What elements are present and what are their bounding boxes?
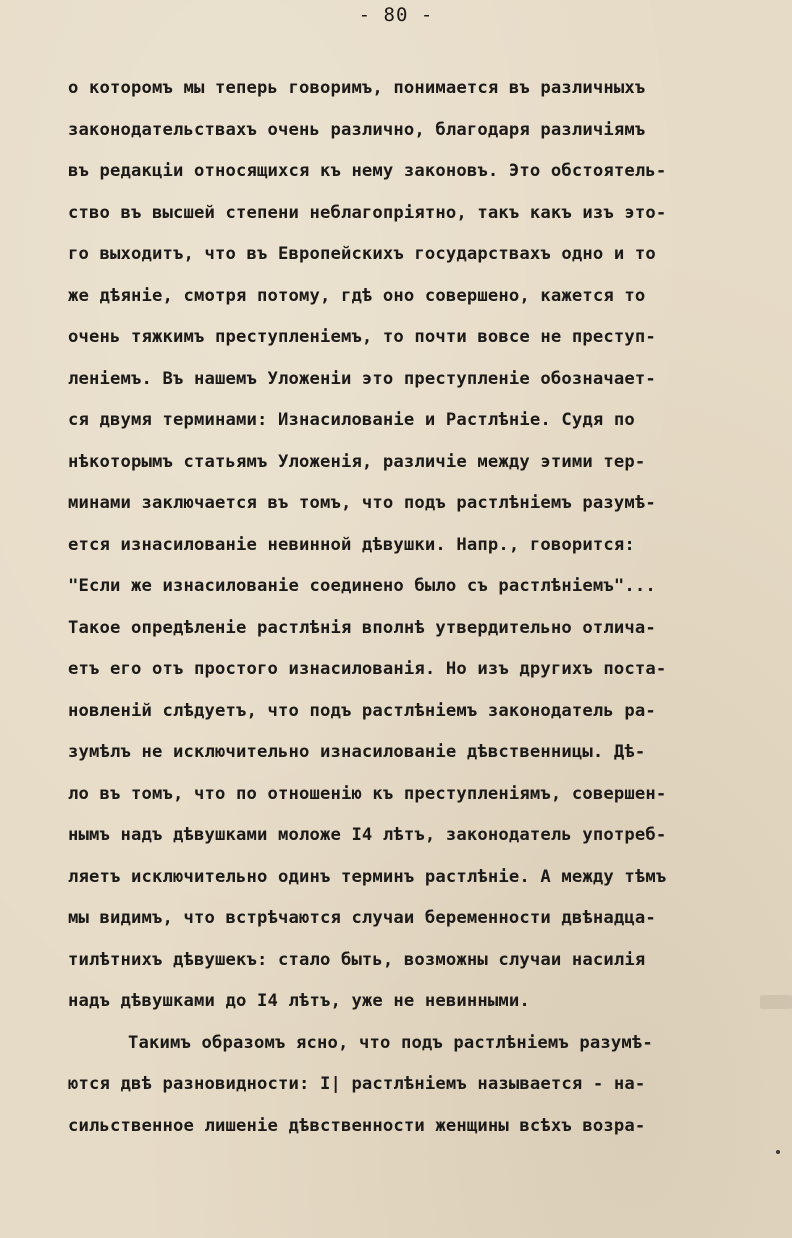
- text-line: "Если же изнасилованiе соединено было съ растлѣнiемъ"...: [68, 576, 656, 596]
- text-line: же дѣянiе, смотря потому, гдѣ оно совершено, кажется то: [68, 285, 646, 306]
- text-line: етъ его отъ простого изнасилованiя. Но изъ другихъ поста-: [68, 659, 667, 679]
- text-line: зумѣлъ не исключительно изнасилованiе дѣвственницы. Дѣ-: [68, 742, 646, 762]
- text-line: ленiемъ. Въ нашемъ Уложенiи это преступленiе обозначает-: [68, 368, 656, 389]
- text-line: минами заключается въ томъ, что подъ растлѣнiемъ разумѣ-: [68, 493, 656, 513]
- text-line: надъ дѣвушками до I4 лѣтъ, уже не невинными.: [68, 991, 530, 1011]
- text-line: нымъ надъ дѣвушками моложе I4 лѣтъ, законодатель употреб-: [68, 825, 667, 845]
- text-line: ются двѣ разновидности: I| растлѣнiемъ называется - на-: [68, 1074, 646, 1094]
- page-number: - 80 -: [358, 4, 434, 26]
- text-line: новленiй слѣдуетъ, что подъ растлѣнiемъ законодатель ра-: [68, 700, 656, 721]
- text-line: го выходитъ, что въ Европейскихъ государствахъ одно и то: [68, 244, 656, 264]
- body-text: [68, 68, 768, 1147]
- text-line: ло въ томъ, что по отношенiю къ преступленiямъ, совершен-: [68, 783, 667, 804]
- paragraph-start-line: Такимъ образомъ ясно, что подъ растлѣнiемъ разумѣ-: [128, 1032, 653, 1053]
- text-line: ется изнасилованiе невинной дѣвушки. Напр., говорится:: [68, 534, 635, 555]
- ink-dot: [776, 1150, 780, 1154]
- text-line: сильственное лишенiе дѣвственности женщины всѣхъ возра-: [68, 1115, 646, 1136]
- text-line: мы видимъ, что встрѣчаются случаи беременности двѣнадца-: [68, 908, 656, 928]
- text-line: въ редакцiи относящихся къ нему законовъ. Это обстоятель-: [68, 161, 667, 181]
- text-line: законодательствахъ очень различно, благодаря различiямъ: [68, 119, 646, 140]
- text-line: нѣкоторымъ статьямъ Уложенiя, различiе между этими тер-: [68, 451, 646, 472]
- text-line: Такое опредѣленiе растлѣнiя вполнѣ утвердительно отлича-: [68, 617, 656, 638]
- text-line: о которомъ мы теперь говоримъ, понимается въ различныхъ: [68, 78, 646, 98]
- text-line: ство въ высшей степени неблагопрiятно, такъ какъ изъ это-: [68, 202, 667, 223]
- bleed-through-smudge: [760, 995, 792, 1009]
- text-line: очень тяжкимъ преступленiемъ, то почти вовсе не преступ-: [68, 327, 656, 347]
- text-line: ляетъ исключительно одинъ терминъ растлѣнiе. А между тѣмъ: [68, 866, 667, 887]
- text-line: тилѣтнихъ дѣвушекъ: стало быть, возможны случаи насилiя: [68, 949, 646, 970]
- text-line: ся двумя терминами: Изнасилованiе и Растлѣнiе. Судя по: [68, 410, 635, 430]
